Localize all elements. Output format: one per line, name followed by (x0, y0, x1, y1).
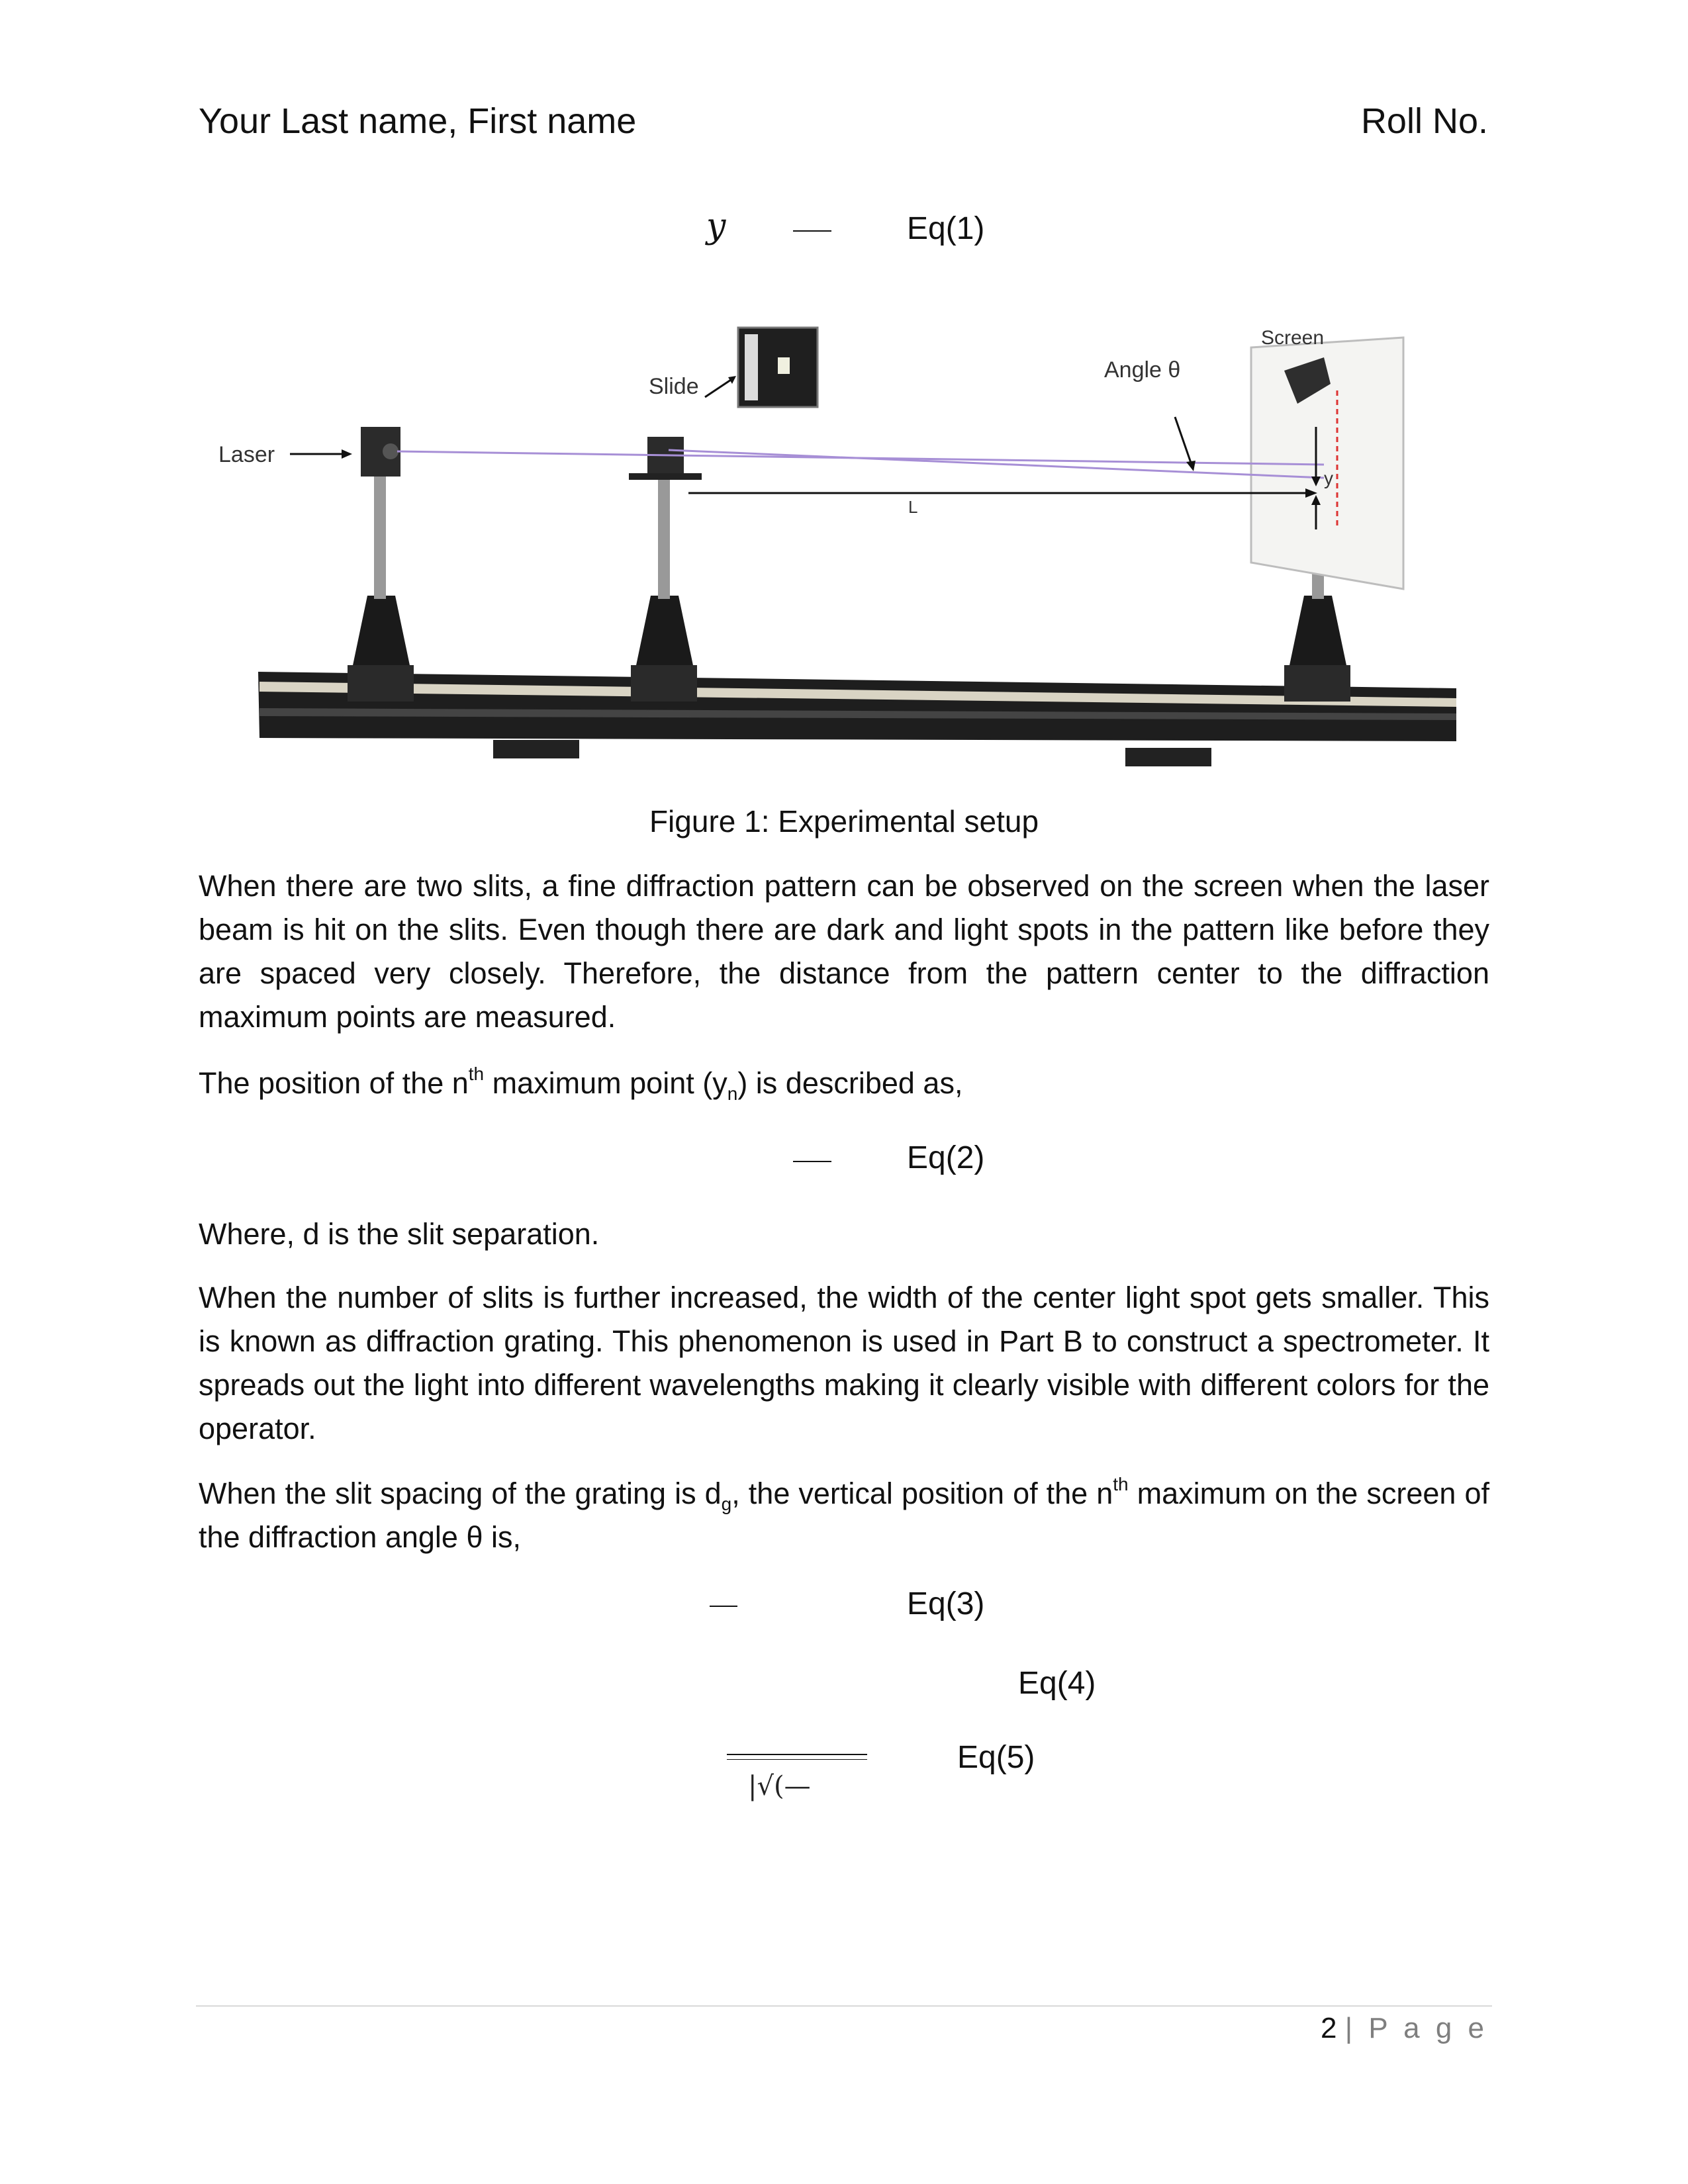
eq3-fraction-bar (710, 1606, 737, 1607)
page-number: 2 (1320, 2012, 1337, 2044)
roll-number-header: Roll No. (1360, 101, 1488, 141)
laser-assembly (348, 427, 414, 702)
eq2-fraction-bar (793, 1161, 831, 1162)
L-label: L (908, 497, 918, 517)
eq1-fraction-bar (793, 230, 831, 232)
slide-label: Slide (649, 374, 699, 399)
y-label: y (1324, 468, 1333, 488)
page-footer (1321, 2012, 1488, 2045)
slide-assembly (629, 437, 702, 702)
slide-inset (705, 328, 818, 407)
eq5-fraction-bar (727, 1754, 867, 1755)
eq1-variable: y (706, 206, 726, 246)
eq5-label: Eq(5) (957, 1740, 1035, 1775)
eq5-sqrt-fragment: |√(— (748, 1771, 811, 1801)
optical-rail (258, 672, 1456, 741)
paragraph-two-slits: When there are two slits, a fine diffraction pattern can be observed on the screen when the laser beam is hit on the slits. Even though there are dark and light spots in the pattern like before they are spaced very closely. Therefore, the distance from the pattern center to the diffraction maximum points are measured. (199, 869, 1489, 1034)
experimental-setup-figure (199, 311, 1489, 788)
paragraph-grating-spacing: When the slit spacing of the grating is $d_g$, the vertical position of the $n^{th}$ maximum on the screen of the diffraction angle θ is, (199, 1474, 1489, 1554)
screen-label: Screen (1261, 327, 1325, 349)
rail-foot-left (493, 740, 579, 758)
eq2-label: Eq(2) (907, 1140, 985, 1175)
eq4-label: Eq(4) (1018, 1666, 1096, 1701)
laser-label: Laser (218, 442, 275, 467)
angle-pointer (1175, 417, 1192, 465)
screen-assembly (1251, 338, 1403, 702)
footer-rule (196, 2005, 1492, 2007)
angle-label: Angle θ (1104, 357, 1181, 383)
page-word: | P a g e (1344, 2012, 1488, 2044)
author-name-header: Your Last name, First name (199, 101, 637, 141)
rail-foot-right (1125, 748, 1211, 766)
paragraph-slit-separation: Where, d is the slit separation. (199, 1217, 600, 1251)
eq1-label: Eq(1) (907, 211, 985, 246)
figure-caption: Figure 1: Experimental setup (649, 804, 1039, 839)
eq3-label: Eq(3) (907, 1586, 985, 1621)
paragraph-nth-maximum: The position of the $n^{th}$ maximum point $(y_n)$ is described as, (199, 1064, 963, 1104)
paragraph-diffraction-grating: When the number of slits is further increased, the width of the center light spot gets smaller. This is known as diffraction grating. This phenomenon is used in Part B to construct a spectrometer. It spreads out the light into different wavelengths making it clearly visible with different colors for the operator. (199, 1281, 1489, 1445)
